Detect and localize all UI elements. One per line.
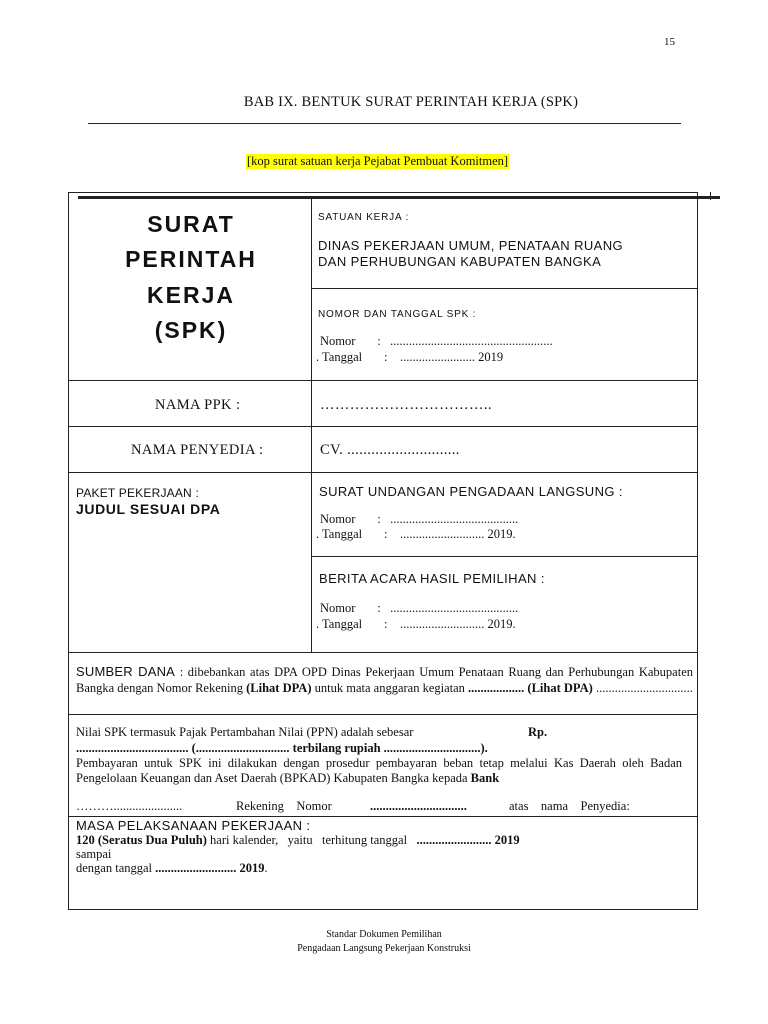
masa-end-date: .......................... 2019 (155, 861, 265, 875)
paket-pekerjaan-label: PAKET PEKERJAAN : (76, 486, 199, 500)
thick-top-rule (78, 196, 720, 199)
row-divider-sumber (68, 652, 698, 653)
row-divider-satuan (311, 288, 698, 289)
rekening-atas-nama: atas nama Penyedia: (509, 799, 630, 813)
row-divider-masa (68, 816, 698, 817)
sumber-dana-label: SUMBER DANA (76, 664, 176, 679)
spk-nomor: Nomor : .................................................... (320, 334, 553, 348)
rekening-number: ............................... (370, 799, 467, 813)
column-divider-paket (311, 472, 312, 652)
rekening-label: Rekening Nomor (236, 799, 332, 813)
spk-title-4: (SPK) (154, 317, 228, 343)
nama-ppk-value: …………………………….. (320, 397, 492, 413)
nama-penyedia-value: CV. ............................ (320, 442, 460, 458)
masa-durasi: 120 (Seratus Dua Puluh) (76, 833, 207, 847)
berita-acara-nomor: Nomor : ......................................... (320, 601, 519, 615)
pembayaran-paragraph (76, 756, 682, 786)
ppn-line2: .................................... (.............................. terbilang rupiah ...............................). (76, 741, 488, 755)
row-divider-ppk (68, 380, 698, 381)
sumber-dana-text2: untuk mata anggaran kegiatan (311, 681, 469, 695)
undangan-label: SURAT UNDANGAN PENGADAAN LANGSUNG : (319, 484, 623, 499)
spk-title-1: SURAT (147, 211, 235, 237)
undangan-tanggal: . Tanggal : ........................... 2019. (316, 527, 516, 541)
satuan-kerja-line2: DAN PERHUBUNGAN KABUPATEN BANGKA (318, 254, 602, 269)
masa-start-date: ........................ 2019 (416, 833, 520, 847)
pembayaran-text: Pembayaran untuk SPK ini dilakukan dengan prosedur pembayaran beban tetap melalui Kas Daerah oleh Badan Pengelolaan Keuangan dan Aset Daerah (BPKAD) Kabupaten Bangka kepada (76, 756, 682, 785)
spk-title-3: KERJA (147, 282, 235, 308)
berita-acara-label: BERITA ACARA HASIL PEMILIHAN : (319, 571, 545, 586)
sumber-dana-text1: : dibebankan atas DPA OPD Dinas Pekerjaan Umum Penataan Ruang dan Perhubungan Kabupaten Bangka dengan Nomor Rekening (76, 665, 693, 695)
rekening-dots: ………...................... (76, 799, 183, 813)
berita-acara-tanggal: . Tanggal : ........................... 2019. (316, 617, 516, 631)
masa-line1 (76, 833, 520, 848)
row-divider-ppn (68, 714, 698, 715)
row-divider-paket (68, 472, 698, 473)
row-divider-penyedia (68, 426, 698, 427)
ppn-rp: Rp. (528, 725, 548, 739)
footer-line2: Pengadaan Langsung Pekerjaan Konstruksi (297, 943, 471, 954)
spk-tanggal: . Tanggal : ........................ 2019 (316, 350, 504, 364)
title-divider (88, 123, 681, 124)
masa-line3-end: . (264, 861, 268, 875)
ppn-line1: Nilai SPK termasuk Pajak Pertambahan Nilai (PPN) adalah sebesar (76, 725, 414, 739)
satuan-kerja-label: SATUAN KERJA : (318, 212, 410, 223)
undangan-nomor: Nomor : ......................................... (320, 512, 519, 526)
masa-line3-text: dengan tanggal (76, 861, 156, 875)
sumber-dana-paragraph (76, 664, 693, 696)
sumber-dana-rekening: (Lihat DPA) (246, 681, 312, 695)
spk-title-2: PERINTAH (125, 246, 257, 272)
paket-pekerjaan-value: JUDUL SESUAI DPA (76, 501, 221, 517)
footer-line1: Standar Dokumen Pemilihan (326, 929, 442, 940)
masa-line1-text: hari kalender, yaitu terhitung tanggal (206, 833, 417, 847)
chapter-title: BAB IX. BENTUK SURAT PERINTAH KERJA (SPK) (243, 94, 579, 110)
masa-line2: sampai (76, 847, 112, 861)
page-number: 15 (664, 36, 675, 48)
nomor-tanggal-label: NOMOR DAN TANGGAL SPK : (318, 309, 477, 320)
sumber-dana-text3: ............................... (592, 681, 693, 695)
row-divider-berita (311, 556, 698, 557)
kop-surat-note: [kop surat satuan kerja Pejabat Pembuat Komitmen] (247, 154, 509, 168)
nama-ppk-label: NAMA PPK : (155, 397, 241, 413)
top-right-tick (710, 192, 711, 200)
pembayaran-bank: Bank (470, 771, 500, 785)
masa-line3 (76, 861, 268, 876)
nama-penyedia-label: NAMA PENYEDIA : (131, 442, 264, 458)
sumber-dana-kegiatan: .................. (Lihat DPA) (468, 681, 593, 695)
masa-pelaksanaan-label: MASA PELAKSANAAN PEKERJAAN : (76, 818, 311, 833)
satuan-kerja-line1: DINAS PEKERJAAN UMUM, PENATAAN RUANG (318, 238, 624, 253)
